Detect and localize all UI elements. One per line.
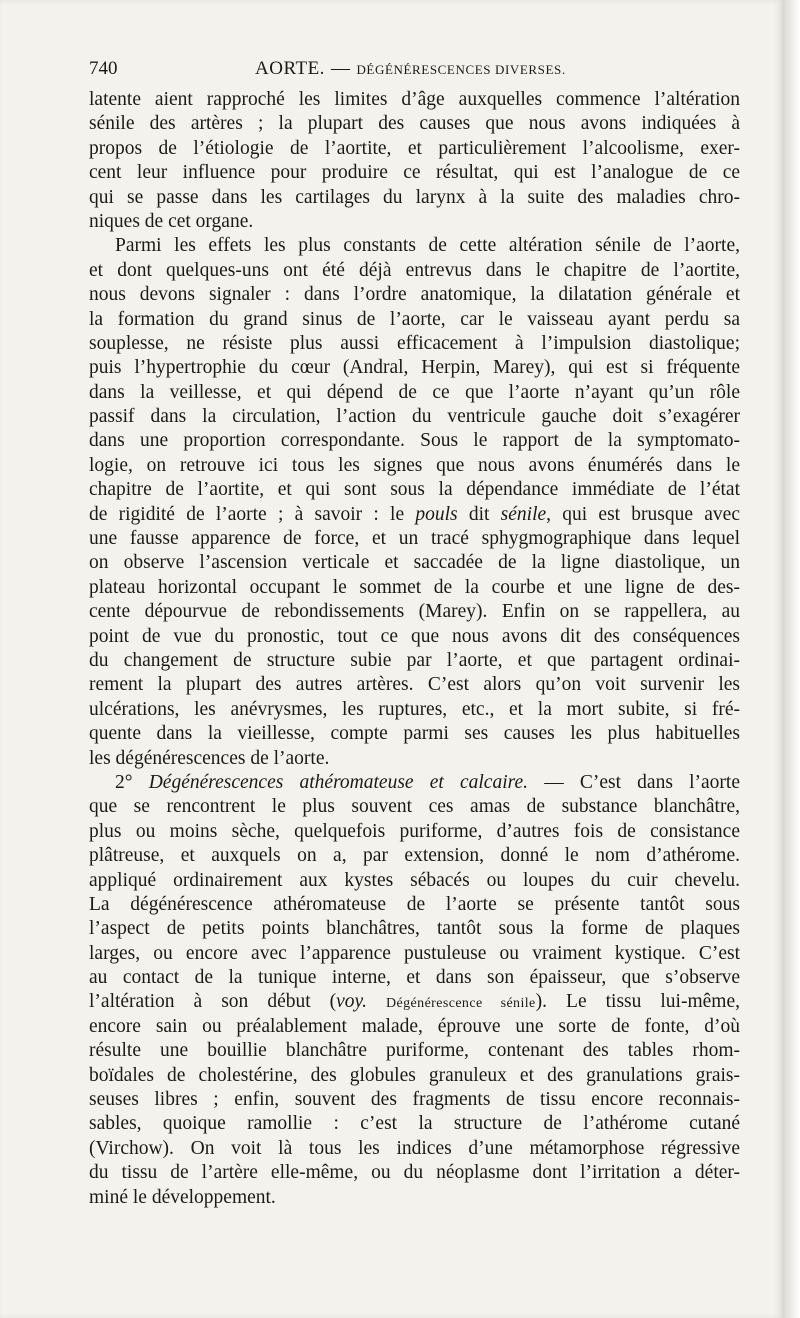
text-line: nous devons signaler : dans l’ordre anatomique, la dilatation générale et bbox=[89, 284, 740, 306]
text-line: plâtreuse, et auxquels on a, par extension, donné le nom d’athérome. bbox=[89, 845, 740, 867]
text-line: du tissu de l’artère elle-même, ou du néoplasme dont l’irritation a déter- bbox=[89, 1162, 740, 1184]
cross-reference: Dégénérescence sénile bbox=[386, 996, 536, 1012]
section-number: 2° bbox=[115, 771, 149, 793]
text-line: appliqué ordinairement aux kystes sébacés ou loupes du cuir chevelu. bbox=[89, 869, 740, 891]
text-line: propos de l’étiologie de l’aortite, et particulièrement l’alcoolisme, exer- bbox=[89, 137, 740, 159]
text-line: du changement de structure subie par l’aorte, et que partagent ordinai- bbox=[89, 649, 740, 671]
page-number: 740 bbox=[89, 58, 118, 79]
text-line: dans la veillesse, et qui dépend de ce que l’aorte n’ayant qu’un rôle bbox=[89, 381, 740, 403]
text-line bbox=[89, 503, 740, 527]
text-line: quente dans la vieillesse, compte parmi ses causes les plus habituelles bbox=[89, 723, 740, 745]
text-line: souplesse, ne résiste plus aussi efficacement à l’impulsion diastolique; bbox=[89, 332, 740, 354]
italic-term: pouls bbox=[415, 503, 458, 525]
text-line: résulte une bouillie blanchâtre puriforme, contenant des tables rhom- bbox=[89, 1040, 740, 1062]
text-line: seuses libres ; enfin, souvent des fragments de tissu encore reconnais- bbox=[89, 1089, 740, 1111]
text-line: puis l’hypertrophie du cœur (Andral, Herpin, Marey), qui est si fréquente bbox=[89, 357, 740, 379]
text-line: plateau horizontal occupant le sommet de la courbe et une ligne de des- bbox=[89, 576, 740, 598]
running-title bbox=[255, 58, 566, 80]
running-title-sub: DÉGÉNÉRESCENCES DIVERSES. bbox=[356, 62, 566, 77]
text-line: cente dépourvue de rebondissements (Marey). Enfin on se rappellera, au bbox=[89, 601, 740, 623]
section-heading: Dégénérescences athéromateuse et calcaire. bbox=[148, 771, 529, 793]
text-line: et dont quelques-uns ont été déjà entrevus dans le chapitre de l’aortite, bbox=[89, 259, 740, 281]
running-title-main: AORTE. bbox=[255, 58, 325, 79]
text-line: au contact de la tunique interne, et dans son épaisseur, que s’observe bbox=[89, 967, 740, 989]
text-line: larges, ou encore avec l’apparence pustuleuse ou vraiment kystique. C’est bbox=[89, 942, 740, 964]
text-line: plus ou moins sèche, quelquefois puriforme, d’autres fois de consistance bbox=[89, 820, 740, 842]
text-line bbox=[89, 990, 740, 1014]
text-line: chapitre de l’aortite, et qui sont sous la dépendance immédiate de l’état bbox=[89, 479, 740, 501]
text-line: cent leur influence pour produire ce résultat, qui est l’analogue de ce bbox=[89, 162, 740, 184]
text-line: sénile des artères ; la plupart des causes que nous avons indiquées à bbox=[89, 113, 740, 135]
text-segment: — C’est dans l’aorte bbox=[528, 771, 740, 793]
text-segment: ). Le tissu lui-même, bbox=[535, 991, 740, 1013]
text-line: encore sain ou préalablement malade, éprouve une sorte de fonte, d’où bbox=[89, 1015, 740, 1037]
text-line: on observe l’ascension verticale et saccadée de la ligne diastolique, un bbox=[89, 552, 740, 574]
text-line: passif dans la circulation, l’action du ventricule gauche doit s’exagérer bbox=[89, 406, 740, 428]
text-line: miné le développement. bbox=[89, 1186, 276, 1208]
text-segment: dit bbox=[457, 503, 501, 525]
body-text bbox=[89, 88, 740, 1210]
text-line: les dégénérescences de l’aorte. bbox=[89, 747, 330, 769]
text-line: l’aspect de petits points blanchâtres, tantôt sous la forme de plaques bbox=[89, 918, 740, 940]
text-line: sables, quoique ramollie : c’est la structure de l’athérome cutané bbox=[89, 1113, 740, 1135]
text-line: Parmi les effets les plus constants de cette altération sénile de l’aorte, bbox=[115, 235, 740, 257]
text-line: que se rencontrent le plus souvent ces amas de substance blanchâtre, bbox=[89, 796, 740, 818]
text-line: une fausse apparence de force, et un tracé sphygmographique dans lequel bbox=[89, 528, 740, 550]
page-edge bbox=[782, 0, 800, 1318]
text-line: logie, on retrouve ici tous les signes que nous avons énumérés dans le bbox=[89, 454, 740, 476]
text-line: ulcérations, les anévrysmes, les ruptures, etc., et la mort subite, si fré- bbox=[89, 698, 740, 720]
italic-term: sénile bbox=[500, 503, 547, 525]
text-line: La dégénérescence athéromateuse de l’aorte se présente tantôt sous bbox=[89, 893, 740, 915]
text-segment: l’altération à son début ( bbox=[89, 991, 337, 1013]
title-dash: — bbox=[330, 58, 351, 79]
text-line: qui se passe dans les cartilages du larynx à la suite des maladies chro- bbox=[89, 186, 740, 208]
text-line: dans une proportion correspondante. Sous le rapport de la symptomato- bbox=[89, 430, 740, 452]
running-header bbox=[89, 58, 739, 84]
italic-term: voy. bbox=[336, 991, 368, 1013]
section-heading-line bbox=[89, 771, 740, 795]
text-segment bbox=[367, 991, 386, 1012]
text-line: rement la plupart des autres artères. C’est alors qu’on voit survenir les bbox=[89, 674, 740, 696]
text-segment: , qui est brusque avec bbox=[546, 503, 740, 525]
text-line: point de vue du pronostic, tout ce que nous avons dit des conséquences bbox=[89, 625, 740, 647]
text-line: boïdales de cholestérine, des globules granuleux et des granulations grais- bbox=[89, 1064, 740, 1086]
text-segment: de rigidité de l’aorte ; à savoir : le bbox=[89, 503, 416, 525]
text-line: niques de cet organe. bbox=[89, 210, 254, 232]
text-line: (Virchow). On voit là tous les indices d’une métamorphose régressive bbox=[89, 1137, 740, 1159]
text-line: latente aient rapproché les limites d’âge auxquelles commence l’altération bbox=[89, 89, 740, 110]
text-line: la formation du grand sinus de l’aorte, car le vaisseau ayant perdu sa bbox=[89, 308, 740, 330]
